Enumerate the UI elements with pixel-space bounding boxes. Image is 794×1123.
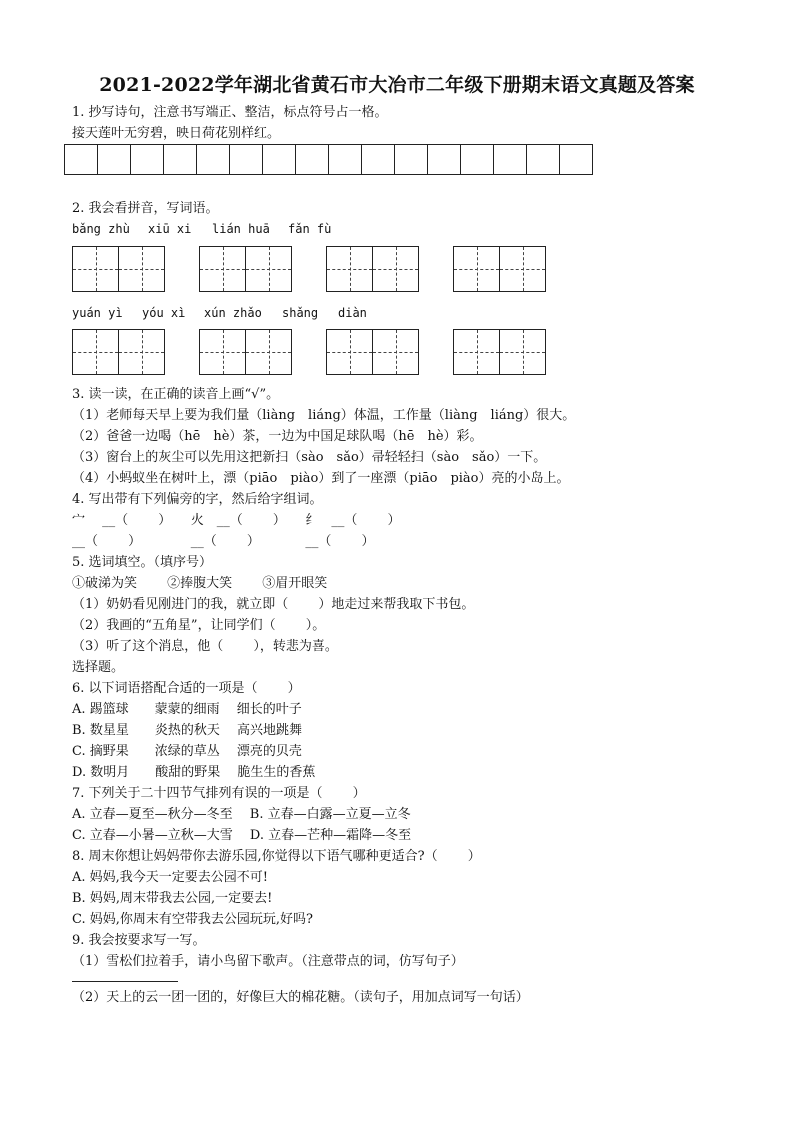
copy-cell[interactable] xyxy=(395,144,428,175)
tian-cell[interactable] xyxy=(500,329,546,375)
q8-prompt: 8. 周末你想让妈妈带你去游乐园,你觉得以下语气哪种更适合?（ ） xyxy=(72,849,481,864)
copy-cell[interactable] xyxy=(263,144,296,175)
tian-grid xyxy=(199,329,292,375)
q7-option: C. 立春—小暑—立秋—大雪 D. 立春—芒种—霜降—冬至 xyxy=(72,828,412,843)
q6-option: D. 数明月 酸甜的野果 脆生生的香蕉 xyxy=(72,765,316,780)
q3-item: （2）爸爸一边喝（hē hè）茶，一边为中国足球队喝（hē hè）彩。 xyxy=(72,429,483,444)
tian-cell[interactable] xyxy=(73,329,119,375)
q9-item: （2）天上的云一团一团的，好像巨大的棉花糖。（读句子，用加点词写一句话） xyxy=(72,990,529,1005)
tian-cell[interactable] xyxy=(327,329,373,375)
copy-cell[interactable] xyxy=(362,144,395,175)
q3-item: （1）老师每天早上要为我们量（liàng liáng）体温，工作量（liàng liáng）很大。 xyxy=(72,408,576,423)
pinyin-label: fǎn fù xyxy=(288,222,332,236)
tian-cell[interactable] xyxy=(454,329,500,375)
q1-prompt: 1. 抄写诗句，注意书写端正、整洁，标点符号占一格。 xyxy=(72,105,388,120)
q8-option: C. 妈妈,你周末有空带我去公园玩玩,好吗? xyxy=(72,912,313,927)
copy-cell[interactable] xyxy=(560,144,593,175)
tian-grid xyxy=(326,246,419,292)
q2-prompt: 2. 我会看拼音，写词语。 xyxy=(72,201,219,216)
pinyin-label: xiū xi xyxy=(148,222,192,236)
q6-option: C. 摘野果 浓绿的草丛 漂亮的贝壳 xyxy=(72,744,302,759)
q9-prompt: 9. 我会按要求写一写。 xyxy=(72,933,206,948)
q8-option: B. 妈妈,周末带我去公园,一定要去! xyxy=(72,891,273,906)
pinyin-label: yuán yì xyxy=(72,306,123,320)
copy-cell[interactable] xyxy=(461,144,494,175)
tian-cell[interactable] xyxy=(373,329,419,375)
q5-item: （1）奶奶看见刚进门的我，就立即（ ）地走过来帮我取下书包。 xyxy=(72,597,475,612)
tian-cell[interactable] xyxy=(246,329,292,375)
q8-option: A. 妈妈,我今天一定要去公园不可! xyxy=(72,870,269,885)
q6-prompt: 6. 以下词语搭配合适的一项是（ ） xyxy=(72,681,301,696)
copy-cell[interactable] xyxy=(428,144,461,175)
pinyin-label: bǎng zhù xyxy=(72,222,130,236)
q3-prompt: 3. 读一读，在正确的读音上画“√”。 xyxy=(72,387,280,402)
pinyin-label: yóu xì xyxy=(142,306,186,320)
q3-item: （4）小蚂蚁坐在树叶上，漂（piāo piào）到了一座漂（piāo piào）亮的小岛上。 xyxy=(72,471,570,486)
pinyin-label: diàn xyxy=(338,306,367,320)
copy-cell[interactable] xyxy=(65,144,98,175)
tian-cell[interactable] xyxy=(327,246,373,292)
pinyin-label: shǎng xyxy=(282,306,319,320)
page-title: 2021-2022学年湖北省黄石市大冶市二年级下册期末语文真题及答案 xyxy=(99,74,695,96)
q7-prompt: 7. 下列关于二十四节气排列有误的一项是（ ） xyxy=(72,786,366,801)
copy-cell[interactable] xyxy=(164,144,197,175)
copy-cell[interactable] xyxy=(296,144,329,175)
tian-cell[interactable] xyxy=(119,329,165,375)
tian-cell[interactable] xyxy=(500,246,546,292)
tian-cell[interactable] xyxy=(200,246,246,292)
q9-item: （1）雪松们拉着手，请小鸟留下歌声。（注意带点的词，仿写句子） xyxy=(72,954,464,969)
tian-grid xyxy=(453,246,546,292)
tian-grid xyxy=(199,246,292,292)
tian-cell[interactable] xyxy=(373,246,419,292)
q6-option: B. 数星星 炎热的秋天 高兴地跳舞 xyxy=(72,723,302,738)
copy-grid xyxy=(64,144,593,175)
copy-cell[interactable] xyxy=(98,144,131,175)
pinyin-label: lián huā xyxy=(212,222,270,236)
tian-cell[interactable] xyxy=(454,246,500,292)
copy-cell[interactable] xyxy=(329,144,362,175)
tian-cell[interactable] xyxy=(119,246,165,292)
q5-item: （3）听了这个消息，他（ ），转悲为喜。 xyxy=(72,639,338,654)
q4-row-1: 宀 __（ ） 火 __（ ） 纟 __（ ） xyxy=(72,513,401,528)
q4-row-2: __（ ） __（ ） __（ ） xyxy=(72,534,375,549)
q5-item: （2）我画的“五角星”，让同学们（ ）。 xyxy=(72,618,326,633)
tian-cell[interactable] xyxy=(246,246,292,292)
copy-cell[interactable] xyxy=(230,144,263,175)
tian-cell[interactable] xyxy=(73,246,119,292)
section-heading: 选择题。 xyxy=(72,660,125,675)
q5-options: ①破涕为笑 ②捧腹大笑 ③眉开眼笑 xyxy=(72,576,328,591)
tian-grid xyxy=(72,246,165,292)
copy-cell[interactable] xyxy=(494,144,527,175)
tian-cell[interactable] xyxy=(200,329,246,375)
tian-grid xyxy=(326,329,419,375)
copy-cell[interactable] xyxy=(131,144,164,175)
copy-cell[interactable] xyxy=(197,144,230,175)
q6-option: A. 踢篮球 蒙蒙的细雨 细长的叶子 xyxy=(72,702,302,717)
q4-prompt: 4. 写出带有下列偏旁的字，然后给字组词。 xyxy=(72,492,323,507)
tian-grid xyxy=(453,329,546,375)
q5-prompt: 5. 选词填空。（填序号） xyxy=(72,555,213,570)
q3-item: （3）窗台上的灰尘可以先用这把新扫（sào sǎo）帚轻轻扫（sào sǎo）一下。 xyxy=(72,450,547,465)
q7-option: A. 立春—夏至—秋分—冬至 B. 立春—白露—立夏—立冬 xyxy=(72,807,411,822)
q1-poem: 接天莲叶无穷碧，映日荷花别样红。 xyxy=(72,126,281,141)
tian-grid xyxy=(72,329,165,375)
copy-cell[interactable] xyxy=(527,144,560,175)
answer-underline[interactable] xyxy=(72,981,178,982)
pinyin-label: xún zhǎo xyxy=(204,306,262,320)
